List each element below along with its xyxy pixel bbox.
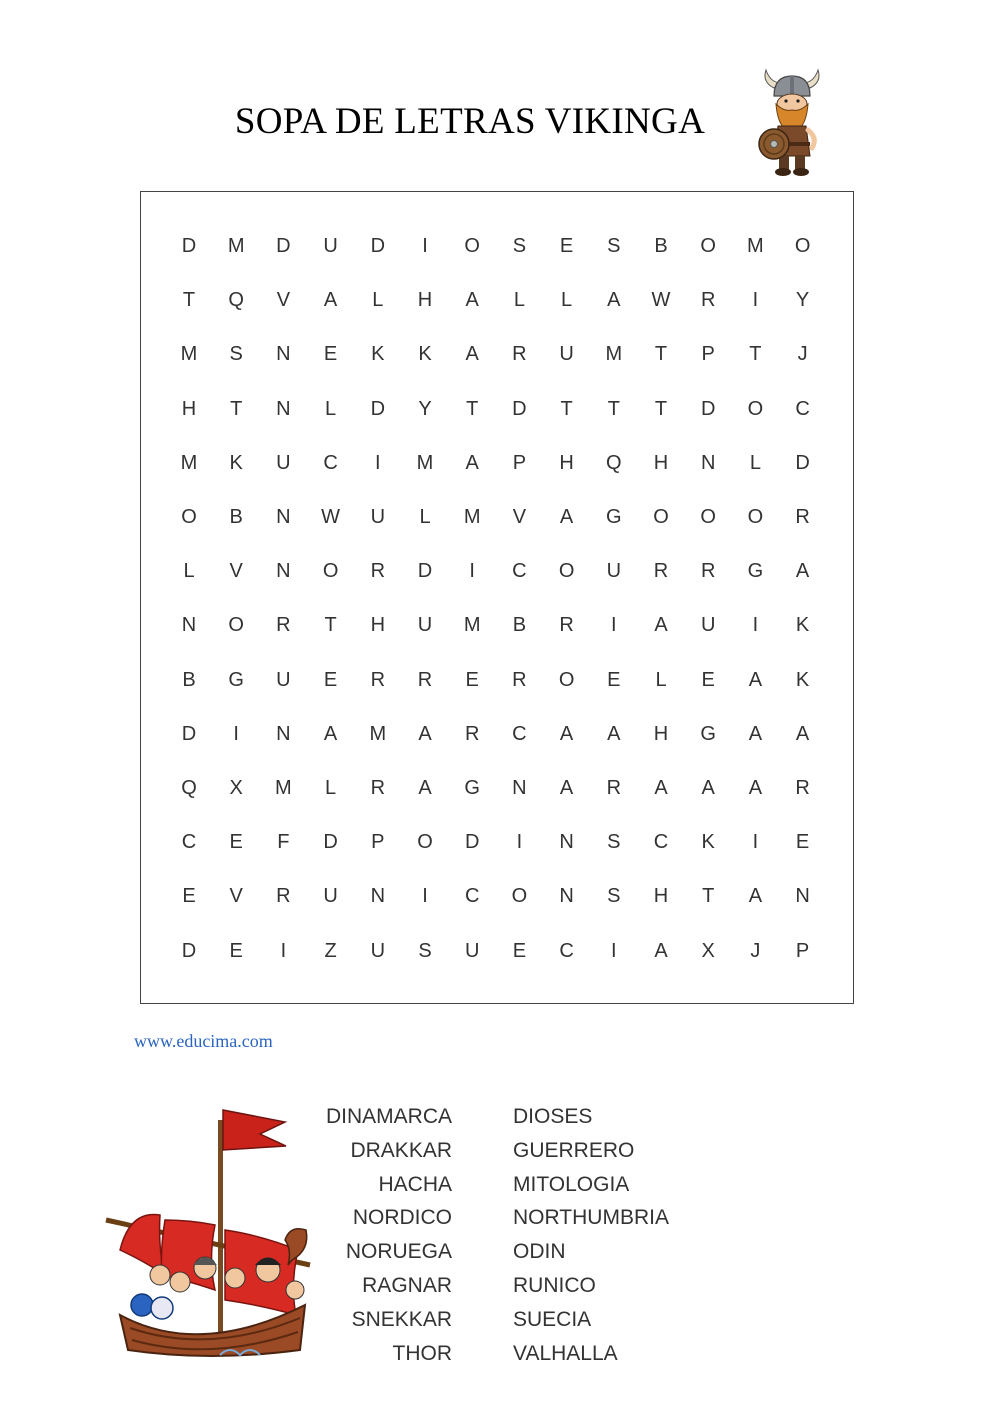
word-list-item: MITOLOGIA xyxy=(513,1172,630,1196)
grid-letter: Q xyxy=(606,451,622,474)
grid-letter: S xyxy=(607,831,621,854)
grid-letter: U xyxy=(370,939,386,962)
grid-letter: O xyxy=(464,235,480,257)
grid-letter: H xyxy=(559,451,574,474)
grid-letter: B xyxy=(654,235,668,257)
grid-letter: A xyxy=(795,722,810,745)
grid-letter: A xyxy=(748,722,763,745)
grid-letter: E xyxy=(559,235,574,257)
grid-letter: E xyxy=(182,885,196,908)
word-list-item: RUNICO xyxy=(513,1274,596,1297)
grid-letter: P xyxy=(701,343,715,366)
grid-letter: D xyxy=(181,939,197,962)
grid-letter: R xyxy=(512,668,527,691)
word-list-item: NORTHUMBRIA xyxy=(513,1206,669,1230)
grid-letter: R xyxy=(606,777,622,799)
grid-letter: S xyxy=(229,343,243,366)
grid-letter: A xyxy=(323,722,338,745)
grid-letter: I xyxy=(422,235,428,257)
viking-ship-illustration xyxy=(100,1100,325,1362)
grid-letter: I xyxy=(469,560,475,583)
grid-letter: I xyxy=(611,614,617,637)
grid-letter: L xyxy=(372,289,384,312)
grid-letter: S xyxy=(512,235,527,257)
grid-letter: C xyxy=(464,885,480,908)
grid-letter: P xyxy=(512,451,527,474)
grid-letter: R xyxy=(653,560,669,583)
grid-letter: O xyxy=(794,235,811,257)
grid-letter: D xyxy=(181,722,197,745)
grid-letter: V xyxy=(512,506,527,528)
grid-letter: T xyxy=(466,397,479,420)
grid-letter: M xyxy=(416,451,434,474)
grid-letter: L xyxy=(655,668,667,691)
grid-letter: I xyxy=(280,939,287,962)
grid-letter: E xyxy=(701,668,715,691)
grid-letter: U xyxy=(559,343,574,366)
grid-letter: R xyxy=(276,614,291,637)
grid-letter: Q xyxy=(228,289,244,312)
grid-letter: A xyxy=(559,506,574,528)
grid-letter: R xyxy=(795,777,810,799)
grid-letter: K xyxy=(229,451,243,474)
grid-letter: M xyxy=(180,343,198,366)
website-link[interactable]: www.educima.com xyxy=(134,1031,273,1051)
grid-letter: O xyxy=(181,506,197,528)
grid-letter: I xyxy=(422,885,428,908)
grid-letter: U xyxy=(276,668,291,691)
grid-letter: E xyxy=(229,831,243,854)
grid-letter: M xyxy=(747,235,764,257)
grid-letter: N xyxy=(276,506,291,528)
grid-letter: A xyxy=(465,343,479,366)
grid-letter: L xyxy=(325,397,337,420)
grid-letter: G xyxy=(228,668,244,691)
grid-letter: A xyxy=(795,560,810,583)
grid-letter: T xyxy=(607,397,620,420)
grid-letter: T xyxy=(230,397,243,420)
grid-letter: I xyxy=(516,831,523,854)
grid-letter: K xyxy=(371,343,385,366)
grid-letter: N xyxy=(512,777,527,799)
grid-letter: N xyxy=(795,885,810,908)
grid-letter: J xyxy=(797,343,808,366)
grid-letter: L xyxy=(325,777,337,799)
grid-letter: L xyxy=(419,506,431,528)
grid-letter: R xyxy=(795,506,810,528)
grid-letter: N xyxy=(276,397,291,420)
grid-letter: P xyxy=(371,831,385,854)
grid-letter: A xyxy=(607,722,621,745)
grid-letter: A xyxy=(465,289,479,312)
grid-letter: E xyxy=(512,939,527,962)
grid-letter: A xyxy=(559,722,574,745)
grid-letter: V xyxy=(229,885,243,908)
grid-letter: D xyxy=(795,451,810,474)
grid-letter: K xyxy=(701,831,715,854)
grid-letter: B xyxy=(182,668,196,691)
grid-letter: T xyxy=(560,397,573,420)
grid-letter: I xyxy=(752,831,759,854)
page-title: SOPA DE LETRAS VIKINGA xyxy=(234,101,706,142)
grid-letter: U xyxy=(464,939,480,962)
grid-letter: H xyxy=(417,289,433,312)
grid-letter: S xyxy=(607,885,621,908)
word-list-item: DINAMARCA xyxy=(325,1105,452,1128)
grid-letter: T xyxy=(182,289,196,312)
grid-letter: X xyxy=(701,939,715,962)
grid-letter: C xyxy=(181,831,197,854)
grid-letter: I xyxy=(233,722,239,745)
grid-letter: G xyxy=(464,777,480,799)
grid-letter: N xyxy=(700,451,716,474)
word-list-item: DRAKKAR xyxy=(350,1138,452,1162)
grid-letter: O xyxy=(511,885,528,908)
grid-letter: C xyxy=(512,560,527,583)
grid-letter: O xyxy=(653,506,669,528)
grid-letter: J xyxy=(750,939,761,962)
grid-letter: S xyxy=(607,235,621,257)
grid-letter: E xyxy=(323,343,338,366)
grid-letter: D xyxy=(181,235,197,257)
grid-letter: L xyxy=(513,289,525,312)
grid-letter: B xyxy=(229,506,243,528)
grid-letter: M xyxy=(605,343,623,366)
grid-letter: P xyxy=(795,939,810,962)
word-list-item: VALHALLA xyxy=(513,1341,618,1365)
grid-letter: N xyxy=(276,343,291,366)
grid-letter: C xyxy=(795,397,810,420)
grid-letter: L xyxy=(183,560,195,583)
word-list-item: RAGNAR xyxy=(362,1274,452,1297)
grid-letter: A xyxy=(465,451,479,474)
grid-letter: K xyxy=(795,614,810,637)
grid-letter: G xyxy=(606,506,622,528)
grid-letter: E xyxy=(229,939,243,962)
grid-letter: M xyxy=(275,777,292,799)
grid-letter: V xyxy=(276,289,291,312)
grid-letter: M xyxy=(463,614,481,637)
grid-letter: A xyxy=(748,668,763,691)
grid-letter: O xyxy=(228,614,244,637)
grid-letter: V xyxy=(229,560,243,583)
grid-letter: R xyxy=(417,668,433,691)
grid-letter: D xyxy=(700,397,716,420)
grid-letter: O xyxy=(417,831,433,854)
grid-letter: A xyxy=(607,289,621,312)
grid-letter: K xyxy=(795,668,810,691)
grid-letter: A xyxy=(748,777,763,799)
grid-letter: O xyxy=(558,668,575,691)
grid-letter: O xyxy=(747,506,764,528)
grid-letter: U xyxy=(323,885,338,908)
word-list-item: SNEKKAR xyxy=(351,1307,452,1331)
grid-letter: T xyxy=(654,343,668,366)
grid-letter: H xyxy=(653,451,669,474)
grid-letter: E xyxy=(795,831,810,854)
grid-letter: N xyxy=(370,885,386,908)
word-list-item: SUECIA xyxy=(513,1307,592,1331)
grid-letter: C xyxy=(653,831,669,854)
grid-letter: H xyxy=(653,722,669,745)
grid-letter: A xyxy=(323,289,338,312)
grid-letter: M xyxy=(227,235,245,257)
grid-letter: T xyxy=(702,885,715,908)
grid-letter: L xyxy=(749,451,761,474)
grid-letter: T xyxy=(324,614,337,637)
grid-letter: T xyxy=(654,397,668,420)
grid-letter: E xyxy=(323,668,338,691)
grid-letter: L xyxy=(561,289,573,312)
grid-letter: U xyxy=(323,235,338,257)
grid-letter: R xyxy=(276,885,291,908)
viking-icon xyxy=(752,68,832,178)
grid-letter: O xyxy=(322,560,339,583)
grid-letter: R xyxy=(370,560,386,583)
grid-letter: U xyxy=(417,614,433,637)
grid-letter: M xyxy=(180,451,198,474)
grid-letter: Q xyxy=(181,777,197,799)
grid-letter: D xyxy=(512,397,527,420)
word-list-item: HACHA xyxy=(378,1172,452,1196)
grid-letter: I xyxy=(611,939,617,962)
grid-letter: O xyxy=(700,235,716,257)
grid-letter: D xyxy=(417,560,433,583)
grid-letter: R xyxy=(700,560,716,583)
grid-letter: D xyxy=(370,235,386,257)
word-list-item: THOR xyxy=(392,1341,452,1365)
grid-letter: D xyxy=(370,397,386,420)
word-list-item: NORUEGA xyxy=(345,1240,452,1264)
grid-letter: H xyxy=(653,885,669,908)
grid-letter: N xyxy=(559,885,574,908)
grid-letter: T xyxy=(749,343,762,366)
grid-letter: D xyxy=(323,831,338,854)
grid-letter: I xyxy=(752,614,759,637)
grid-letter: A xyxy=(559,777,574,799)
grid-letter: A xyxy=(654,939,668,962)
grid-letter: R xyxy=(700,289,716,312)
grid-letter: E xyxy=(465,668,479,691)
grid-letter: R xyxy=(559,614,574,637)
grid-letter: W xyxy=(321,506,341,528)
grid-letter: S xyxy=(418,939,432,962)
grid-letter: C xyxy=(323,451,338,474)
grid-letter: C xyxy=(512,722,527,745)
grid-letter: K xyxy=(418,343,432,366)
grid-letter: W xyxy=(651,289,671,312)
grid-letter: R xyxy=(512,343,527,366)
grid-letter: N xyxy=(276,722,291,745)
grid-letter: A xyxy=(654,614,668,637)
grid-letter: M xyxy=(463,506,481,528)
word-list-item: GUERRERO xyxy=(513,1138,635,1162)
grid-letter: U xyxy=(370,506,386,528)
grid-letter: Y xyxy=(418,397,432,420)
grid-letter: I xyxy=(752,289,759,312)
grid-letter: N xyxy=(559,831,574,854)
grid-letter: M xyxy=(369,722,387,745)
grid-letter: N xyxy=(181,614,197,637)
grid-letter: A xyxy=(418,777,432,799)
grid-letter: D xyxy=(276,235,291,257)
grid-letter: O xyxy=(558,560,575,583)
grid-letter: U xyxy=(700,614,716,637)
grid-letter: E xyxy=(607,668,621,691)
grid-letter: A xyxy=(654,777,668,799)
word-list-item: DIOSES xyxy=(513,1105,593,1128)
word-list-item: NORDICO xyxy=(352,1206,452,1230)
grid-letter: R xyxy=(370,777,386,799)
grid-letter: N xyxy=(276,560,291,583)
grid-letter: R xyxy=(464,722,480,745)
grid-letter: H xyxy=(181,397,197,420)
grid-letter: I xyxy=(375,451,381,474)
grid-letter: G xyxy=(700,722,716,745)
grid-letter: Y xyxy=(795,289,810,312)
grid-letter: B xyxy=(512,614,527,637)
grid-letter: F xyxy=(277,831,290,854)
grid-letter: H xyxy=(370,614,386,637)
grid-letter: X xyxy=(229,777,243,799)
grid-letter: C xyxy=(559,939,574,962)
grid-letter: D xyxy=(464,831,480,854)
word-list-item: ODIN xyxy=(513,1240,566,1264)
grid-letter: U xyxy=(276,451,291,474)
grid-letter: O xyxy=(747,397,764,420)
grid-letter: Z xyxy=(324,939,337,962)
grid-letter: R xyxy=(370,668,386,691)
grid-letter: A xyxy=(418,722,432,745)
grid-letter: O xyxy=(700,506,716,528)
grid-letter: U xyxy=(606,560,622,583)
grid-letter: G xyxy=(747,560,764,583)
grid-letter: A xyxy=(701,777,715,799)
grid-letter: A xyxy=(748,885,763,908)
word-search-grid xyxy=(140,191,854,1004)
